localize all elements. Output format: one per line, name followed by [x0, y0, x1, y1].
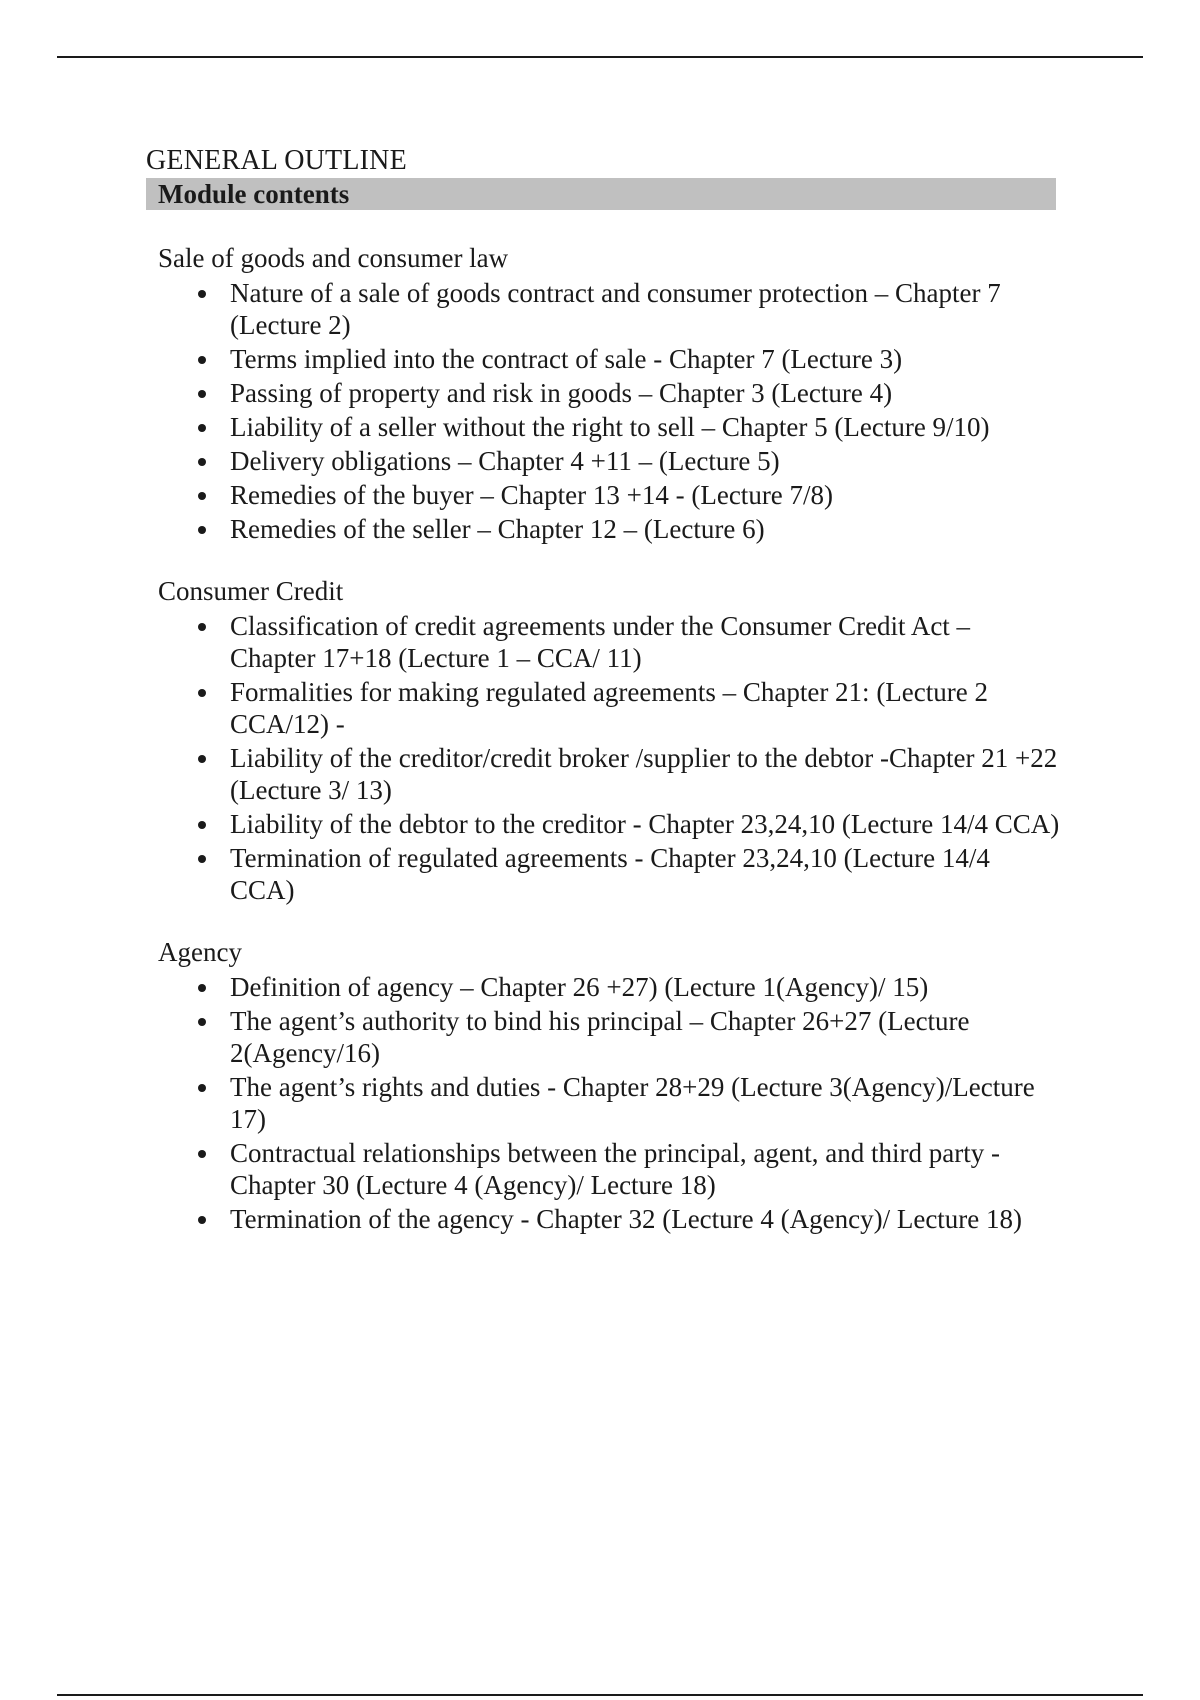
list-item-text: Liability of the creditor/credit broker /supplier to the debtor -Chapter 21 +22 (Lecture 3/ 13): [230, 743, 1058, 805]
document-title: GENERAL OUTLINE: [146, 145, 407, 176]
list-item-text: Termination of the agency - Chapter 32 (Lecture 4 (Agency)/ Lecture 18): [230, 1204, 1023, 1234]
list-item: [158, 277, 1060, 341]
section-item-list: [158, 610, 1060, 906]
top-rule: [57, 56, 1143, 58]
list-item: [158, 676, 1060, 740]
list-item-text: Remedies of the seller – Chapter 12 – (Lecture 6): [230, 514, 765, 544]
bullet-icon: [198, 689, 206, 697]
list-item: [158, 971, 1060, 1003]
list-item-text: Passing of property and risk in goods – Chapter 3 (Lecture 4): [230, 378, 893, 408]
list-item: [158, 842, 1060, 906]
list-item-text: Nature of a sale of goods contract and consumer protection – Chapter 7 (Lecture 2): [230, 278, 1001, 340]
bullet-icon: [198, 755, 206, 763]
section-item-list: [158, 971, 1056, 1235]
list-item: [158, 513, 1060, 545]
list-item-text: Liability of the debtor to the creditor - Chapter 23,24,10 (Lecture 14/4 CCA): [230, 809, 1060, 839]
list-item-text: Delivery obligations – Chapter 4 +11 – (Lecture 5): [230, 446, 780, 476]
bullet-icon: [198, 458, 206, 466]
bullet-icon: [198, 492, 206, 500]
list-item: [158, 479, 1060, 511]
bullet-icon: [198, 1018, 206, 1026]
list-item: [158, 445, 1060, 477]
bullet-icon: [198, 1216, 206, 1224]
bullet-icon: [198, 390, 206, 398]
bullet-icon: [198, 424, 206, 432]
section-heading: Consumer Credit: [158, 576, 344, 606]
list-item-text: Termination of regulated agreements - Chapter 23,24,10 (Lecture 14/4 CCA): [230, 843, 990, 905]
module-contents-heading: Module contents: [146, 178, 1056, 210]
bullet-icon: [198, 821, 206, 829]
list-item: [158, 1071, 1060, 1135]
list-item-text: Definition of agency – Chapter 26 +27) (Lecture 1(Agency)/ 15): [230, 972, 929, 1002]
list-item-text: Contractual relationships between the principal, agent, and third party - Chapter 30 (Lecture 4 (Agency)/ Lecture 18): [230, 1138, 1001, 1200]
bottom-rule: [57, 1694, 1143, 1696]
list-item: [158, 377, 1060, 409]
section-sale-of-goods: [158, 242, 1056, 545]
bullet-icon: [198, 984, 206, 992]
bullet-icon: [198, 623, 206, 631]
list-item: [158, 742, 1060, 806]
bullet-icon: [198, 855, 206, 863]
bullet-icon: [198, 526, 206, 534]
list-item: [158, 610, 1060, 674]
list-item: [158, 343, 1060, 375]
section-heading: Agency: [158, 937, 242, 967]
bullet-icon: [198, 290, 206, 298]
section-item-list: [158, 277, 1056, 545]
list-item-text: Liability of a seller without the right to sell – Chapter 5 (Lecture 9/10): [230, 412, 990, 442]
document-body: [146, 144, 1060, 1235]
bullet-icon: [198, 356, 206, 364]
section-consumer-credit: [158, 575, 1060, 906]
list-item: [158, 1137, 1060, 1201]
bullet-icon: [198, 1150, 206, 1158]
list-item: [158, 1203, 1060, 1235]
section-agency: [158, 936, 1056, 1235]
list-item-text: Formalities for making regulated agreements – Chapter 21: (Lecture 2 CCA/12) -: [230, 677, 988, 739]
bullet-icon: [198, 1084, 206, 1092]
list-item-text: Terms implied into the contract of sale - Chapter 7 (Lecture 3): [230, 344, 903, 374]
list-item-text: Remedies of the buyer – Chapter 13 +14 - (Lecture 7/8): [230, 480, 834, 510]
list-item-text: The agent’s rights and duties - Chapter 28+29 (Lecture 3(Agency)/Lecture 17): [230, 1072, 1035, 1134]
section-heading: Sale of goods and consumer law: [158, 243, 509, 273]
list-item-text: Classification of credit agreements under the Consumer Credit Act – Chapter 17+18 (Lecture 1 – CCA/ 11): [230, 611, 971, 673]
list-item: [158, 1005, 1060, 1069]
list-item: [158, 808, 1060, 840]
list-item-text: The agent’s authority to bind his principal – Chapter 26+27 (Lecture 2(Agency/16): [230, 1006, 970, 1068]
list-item: [158, 411, 1060, 443]
